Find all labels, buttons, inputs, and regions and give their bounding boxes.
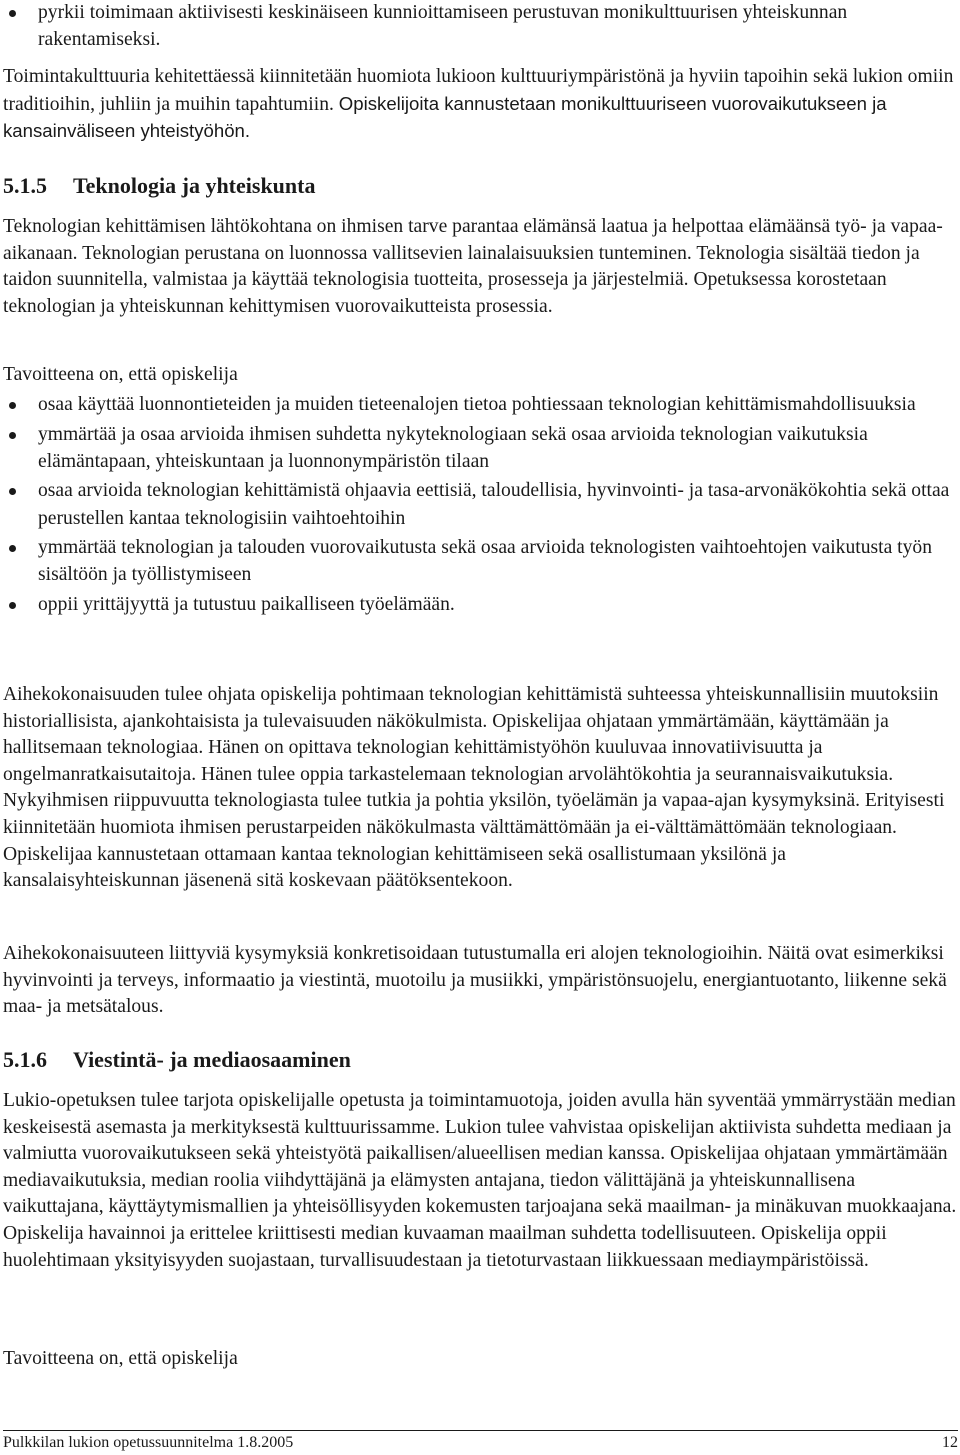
list-item: [0, 391, 955, 418]
list-item: [0, 421, 955, 475]
list-item-text: osaa arvioida teknologian kehittämistä ohjaavia eettisiä, taloudellisia, hyvinvointi- ja tasa-arvonäkökohtia sekä ottaa perustellen kantaa teknologisiin vaihtoehtoihin: [38, 480, 950, 529]
culture-paragraph-sans: Opiskelijoita kannustetaan monikulttuuriseen vuorovaikutukseen ja kansainväliseen yhteistyöhön.: [3, 92, 887, 142]
section-title: Teknologia ja yhteiskunta: [73, 173, 316, 198]
list-item-text: ymmärtää teknologian ja talouden vuorovaikutusta sekä osaa arvioida teknologisten vaihtoehtojen vaikutusta työn sisältöön ja työllistymiseen: [38, 537, 933, 586]
goals-label: Tavoitteena on, että opiskelija: [3, 1348, 238, 1369]
goals-list: [0, 391, 955, 621]
bullet-icon: [9, 10, 16, 17]
culture-paragraph-serif: Toimintakulttuuria kehitettäessä kiinnitetään huomiota lukioon kulttuuriympäristönä ja hyviin tapoihin sekä lukion omiin traditioihin, juhliin ja muihin tapahtumiin.: [3, 66, 954, 115]
section-heading-516: [3, 1046, 351, 1074]
list-item-text: oppii yrittäjyyttä ja tutustuu paikalliseen työelämään.: [38, 593, 455, 615]
list-item: [0, 534, 955, 588]
section-515-paragraph-2: Aihekokonaisuuden tulee ohjata opiskelija pohtimaan teknologian kehittämistä suhteessa yhteiskunnallisiin muutoksiin historiallisista, ajankohtaisista ja tulevaisuuden näkökulmista. Opiskelijaa ohjataan ymmärtämään, käyttämään ja hallitsemaan teknologiaa. Hänen on opittava teknologian kehittämistyöhön kuuluvaa innovatiivisuutta ja ongelmanratkaisutaitoja. Hänen tulee oppia tarkastelemaan teknologian arvolähtökohtia ja seurannaisvaikutuksia. Nykyihmisen riippuvuutta teknologiasta tulee tutkia ja pohtia yksilön, työelämän ja vapaa-ajan kysymyksinä. Erityisesti kiinnitetään huomiota ihmisen perustarpeiden näkökulmasta välttämättömään ja ei-välttämättömään teknologiaan. Opiskelijaa kannustetaan ottamaan kantaa teknologian kehittämiseen sekä osallistumaan yksilönä ja kansalaisyhteiskunnan jäsenenä sitä koskevaan päätöksentekoon.: [3, 684, 945, 892]
footer-title: Pulkkilan lukion opetussuunnitelma 1.8.2005: [3, 1434, 294, 1451]
page-number: 12: [942, 1434, 958, 1451]
bullet-icon: [9, 432, 16, 439]
goals-label: Tavoitteena on, että opiskelija: [3, 364, 238, 385]
footer-divider: [3, 1430, 958, 1431]
section-number: 5.1.6: [3, 1047, 47, 1072]
list-item-text: pyrkii toimimaan aktiivisesti keskinäiseen kunnioittamiseen perustuvan monikulttuurisen yhteiskunnan rakentamiseksi.: [38, 2, 848, 51]
bullet-icon: [9, 545, 16, 552]
bullet-icon: [9, 402, 16, 409]
list-item: [0, 0, 955, 53]
list-item: [0, 591, 955, 618]
section-515-paragraph-3: Aihekokonaisuuteen liittyviä kysymyksiä konkretisoidaan tutustumalla eri alojen teknologioihin. Näitä ovat esimerkiksi hyvinvointi ja terveys, informaatio ja viestintä, muotoilu ja musiikki, ympäristönsuojelu, energiantuotanto, liikenne sekä maa- ja metsätalous.: [3, 943, 947, 1018]
section-number: 5.1.5: [3, 173, 47, 198]
section-title: Viestintä- ja mediaosaaminen: [73, 1047, 351, 1072]
top-bullet-list: [0, 0, 955, 56]
bullet-icon: [9, 488, 16, 495]
bullet-icon: [9, 602, 16, 609]
culture-paragraph: [3, 64, 958, 146]
list-item-text: ymmärtää ja osaa arvioida ihmisen suhdetta nykyteknologiaan sekä osaa arvioida teknologian vaikutuksia elämäntapaan, yhteiskuntaan ja luonnonympäristön tilaan: [38, 423, 868, 472]
section-heading-515: [3, 172, 315, 200]
section-515-intro: Teknologian kehittämisen lähtökohtana on ihmisen tarve parantaa elämänsä laatua ja helpottaa elämäänsä työ- ja vapaa-aikanaan. Teknologian perustana on luonnossa vallitsevien lainalaisuuksien tunteminen. Teknologia sisältää tiedon ja taidon suunnitella, valmistaa ja käyttää teknologisia tuotteita, prosesseja ja järjestelmiä. Opetuksessa korostetaan teknologian ja yhteiskunnan kehittymisen vuorovaikutteista prosessia.: [3, 216, 943, 317]
list-item: [0, 477, 955, 531]
list-item-text: osaa käyttää luonnontieteiden ja muiden tieteenalojen tietoa pohtiessaan teknologian kehittämismahdollisuuksia: [38, 394, 916, 415]
section-516-intro: Lukio-opetuksen tulee tarjota opiskelijalle opetusta ja toimintamuotoja, joiden avulla hän syventää ymmärrystään median keskeisestä asemasta ja merkityksestä kulttuurissamme. Lukion tulee vahvistaa opiskelijan aktiivista suhdetta mediaan ja valmiutta vuorovaikutukseen sekä yhteistyötä paikallisen/alueellisen median kanssa. Opiskelijaa ohjataan ymmärtämään mediavaikutuksia, median roolia viihdyttäjänä ja elämysten antajana, tiedon välittäjänä ja yhteiskunnallisena vaikuttajana, käyttäytymismallien ja yhteisöllisyyden kokemusten tarjoajana sekä maailman- ja minäkuvan muokkaajana. Opiskelija havainnoi ja erittelee kriittisesti median kuvaaman maailman suhdetta todellisuuteen. Opiskelija oppii huolehtimaan yksityisyyden suojastaan, turvallisuudestaan ja tietoturvastaan liikkuessaan mediaympäristöissä.: [3, 1090, 957, 1271]
